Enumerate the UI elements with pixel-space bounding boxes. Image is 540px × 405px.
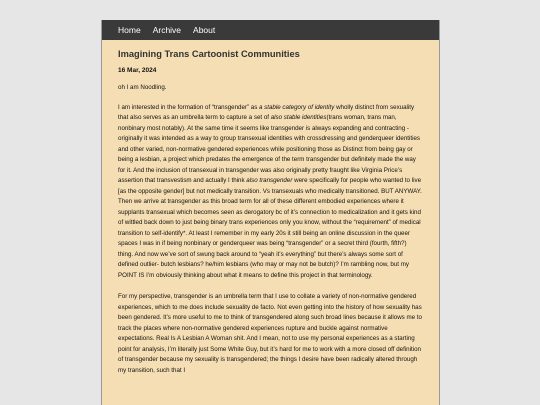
nav-archive-link[interactable]: Archive bbox=[152, 25, 182, 35]
top-nav bbox=[102, 20, 439, 40]
post-title: Imagining Trans Cartoonist Communities bbox=[118, 49, 300, 59]
post-paragraph-1 bbox=[118, 103, 423, 282]
paragraph-text: were specifically for people who wanted to live [as the opposite gender] but not medically transition. Vs transexuals who medically transitioned. BUT ANYWAY. Then we arrive at transgender as this broad term for all of these different embodied experiences where it supplants transexual which becomes seen as derogatory bc of it’s connection to medicalization and it gets kind of wittled back down to just being binary trans experiences only you know, without the “requirement” of medical transition to self-identify*. At least I remember in my early 20s it still being an online discussion in the queer spaces I was in if being nonbinary or genderqueer was being “transgender” or a secret third (fourth, fifth?) thing. And now we’ve sort of swung back around to “yeah it’s everything” but there’s always some sort of defined outlier- butch lesbians? he/him lesbians (who may or may not be butch)? I’m rambling now, but my POINT IS I’m obviously thinking about what it means to define this project in that terminology. bbox=[118, 177, 422, 279]
page-container bbox=[101, 20, 440, 405]
emphasis-text: a stable category of identity bbox=[259, 103, 335, 111]
emphasis-text: also stable identities bbox=[270, 114, 327, 121]
nav-about-link[interactable]: About bbox=[193, 25, 216, 35]
paragraph-text: I am interested in the formation of “transgender” as bbox=[118, 103, 260, 111]
post-paragraph-2: For my perspective, transgender is an umbrella term that I use to collate a variety of non-normative gendered experiences, which to me does include sexuality de facto. Not even getting into the history of how sexuality has been gendered. It’s more useful to me to think of transgendered along such broad lines because it allows me to track the places where non-normative gendered experiences rupture and buckle against normative expectations. Real Is A Lesbian A Woman shit. And I mean, not to use my personal experiences as a starting point for analysis, I’m literally just Some White Guy, but it’s hard for me to work with a more closed off definition of transgender because my sexuality is transgendered; the things I desire have been radically altered through my transition, such that I bbox=[118, 293, 422, 374]
paragraph-text: wholly distinct from sexuality that also serves as an umbrella term to capture a set of bbox=[118, 103, 415, 121]
post-date: 16 Mar, 2024 bbox=[118, 67, 157, 74]
emphasis-text: also transgender bbox=[246, 177, 293, 184]
paragraph-text: (trans woman, trans man, nonbinary most notably). At the same time it seems like transgender is always expanding and contracting - originally it was intended as a way to group transexual identities with crossdressing and genderqueer identities and other varied, non-normative gendered experiences while positioning those as Distinct from being gay or being a lesbian, a project which predates the emergence of the term transgender but definitely made the way for it. And the inclusion of transexual in transgender was also originally pretty fraught like Virginia Price’s assertion that transvestism and actually I think bbox=[118, 114, 420, 184]
post-article bbox=[102, 48, 439, 376]
post-greeting: oh I am Noodling. bbox=[118, 84, 167, 91]
nav-home-link[interactable]: Home bbox=[118, 25, 141, 35]
